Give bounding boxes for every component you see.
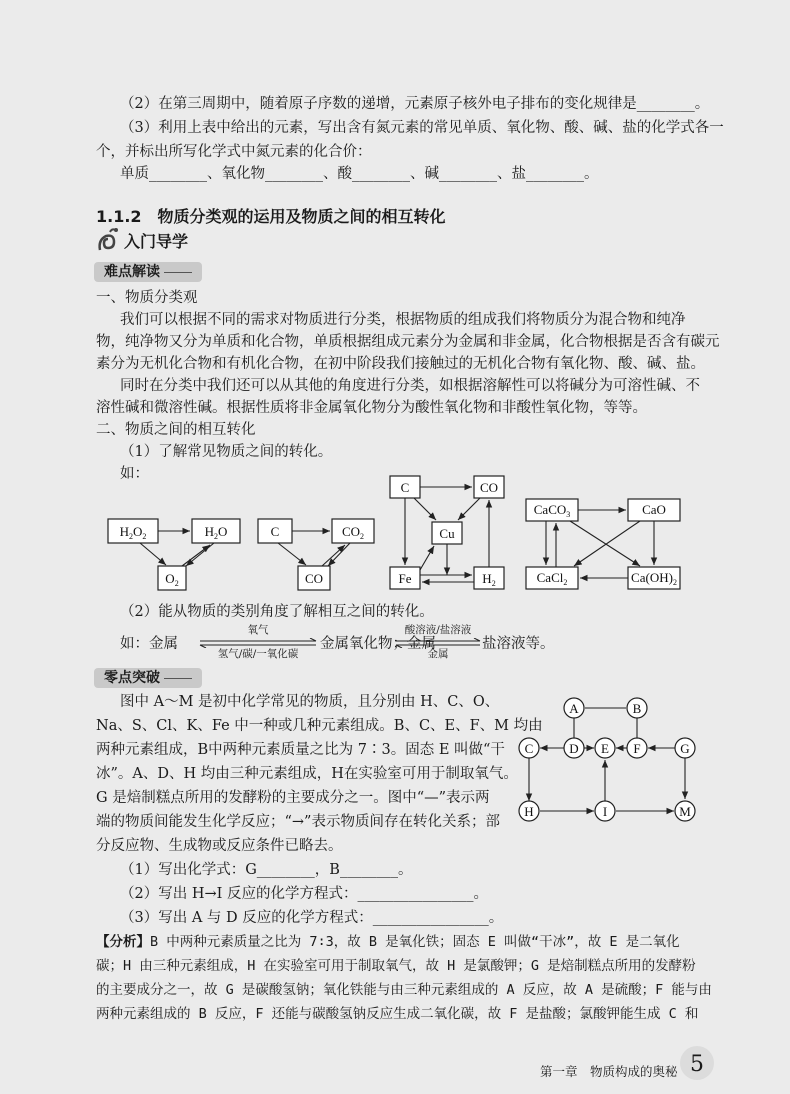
analysis-label: 【分析】 [96, 934, 150, 950]
problem-l3: 两种元素组成，B中两种元素质量之比为 7∶3。固态 E 叫做“干 [96, 742, 505, 758]
question-3-blanks: 单质________、氧化物________、酸________、碱________、盐________。 [120, 166, 599, 182]
question-3-line2: 个，并标出所写化学式中氮元素的化合价： [96, 144, 372, 160]
d4-caoh2: $Ca(OH)_2$ [631, 570, 677, 587]
node-a: A [569, 701, 579, 716]
formula-top1: 氧气 [247, 624, 269, 636]
part1-p1-l1: 我们可以根据不同的需求对物质进行分类，根据物质的组成我们将物质分为混合物和纯净 [120, 312, 686, 328]
d1-o2: $O_2$ [165, 571, 179, 588]
part1-p2-l1: 同时在分类中我们还可以从其他的角度进行分类，如根据溶解性可以将碱分为可溶性碱、不 [120, 378, 700, 394]
analysis-l2: 碳；H 由三种元素组成，H 在实验室可用于制取氧气，故 H 是氯酸钾；G 是焙制糕点所用的发酵粉 [96, 958, 696, 974]
tag-difficulty-label: 难点解读 [104, 264, 160, 280]
problem-l2: Na、S、Cl、K、Fe 中一种或几种元素组成。B、C、E、F、M 均由 [96, 718, 543, 734]
conversion-formula [120, 626, 680, 662]
node-e: E [601, 741, 609, 756]
part2-heading: 二、物质之间的相互转化 [96, 422, 256, 438]
part2-item1: （1）了解常见物质之间的转化。 [120, 444, 333, 460]
part2-ru: 如： [120, 466, 149, 482]
formula-bottom1: 氢气/碳/一氧化碳 [217, 648, 299, 660]
node-d: D [569, 741, 579, 756]
d4-caco3: CaCO$_3$ [533, 502, 571, 519]
d2-c: C [270, 524, 280, 539]
d3-co: CO [479, 480, 499, 495]
analysis-l1 [96, 932, 680, 952]
node-c: C [524, 741, 534, 756]
d3-cu: Cu [439, 526, 455, 541]
node-f: F [633, 741, 641, 756]
node-b: B [632, 701, 642, 716]
problem-l5: G 是焙制糕点所用的发酵粉的主要成分之一。图中“—”表示两 [96, 790, 490, 806]
part1-heading: 一、物质分类观 [96, 290, 198, 306]
node-m: M [679, 804, 691, 819]
d1-h2o2: $H_2O_2$ [119, 524, 147, 541]
footer-chapter: 第一章 物质构成的奥秘 [540, 1064, 678, 1079]
analysis-l3: 的主要成分之一，故 G 是碳酸氢钠；氧化铁能与由三种元素组成的 A 反应，故 A 是硫酸；F 能与由 [96, 982, 712, 998]
formula-bottom2: 金属 [427, 648, 449, 660]
node-h: H [524, 804, 534, 819]
d1-h2o: $H_2O$ [204, 524, 228, 541]
problem-q2: （2）写出 H→I 反应的化学方程式：________________。 [120, 886, 488, 902]
tag-zero-point [94, 668, 202, 688]
question-3-line1: （3）利用上表中给出的元素，写出含有氮元素的常见单质、氧化物、酸、碱、盐的化学式各一 [120, 120, 724, 136]
d4-cao: CaO [642, 502, 666, 517]
part1-p1-l3: 素分为无机化合物和有机化合物，在初中阶段我们接触过的无机化合物有氧化物、酸、碱、盐。 [96, 356, 705, 372]
node-i: I [602, 804, 608, 819]
formula-mid: 金属氧化物；金属 [320, 636, 436, 652]
d4-cacl2: CaCl$_2$ [536, 570, 568, 587]
problem-q1: （1）写出化学式：G________，B________。 [120, 862, 413, 878]
problem-l7: 分反应物、生成物或反应条件已略去。 [96, 838, 343, 854]
part2-item2: （2）能从物质的类别角度了解相互之间的转化。 [120, 604, 434, 620]
d2-co: CO [304, 571, 324, 586]
question-2: （2）在第三周期中，随着原子序数的递增，元素原子核外电子排布的变化规律是________。 [120, 96, 710, 112]
part1-p2-l2: 溶性碱和微溶性碱。根据性质将非金属氧化物分为酸性氧化物和非酸性氧化物，等等。 [96, 400, 647, 416]
formula-end: 盐溶液等。 [482, 636, 555, 652]
node-g: G [680, 741, 690, 756]
d3-h2: $H_2$ [482, 571, 496, 588]
analysis-l1-text: B 中两种元素质量之比为 7∶3，故 B 是氧化铁；固态 E 叫做“干冰”，故 E 是二氧化 [150, 934, 680, 950]
part1-p1-l2: 物，纯净物又分为单质和化合物，单质根据组成元素分为金属和非金属，化合物根据是否含有碳元 [96, 334, 720, 350]
problem-q3: （3）写出 A 与 D 反应的化学方程式：________________。 [120, 910, 504, 926]
analysis-l4: 两种元素组成的 B 反应，F 还能与碳酸氢钠反应生成二氧化碳，故 F 是盐酸；氯酸钾能生成 C 和 [96, 1006, 699, 1022]
problem-diagram [510, 690, 700, 832]
problem-l4: 冰”。A、D、H 均由三种元素组成，H在实验室可用于制取氧气。 [96, 766, 518, 782]
d3-c: C [400, 480, 410, 495]
tag-zero-point-label: 零点突破 [104, 670, 160, 686]
d2-co2: $CO_2$ [341, 524, 365, 541]
section-title: 1.1.2 物质分类观的运用及物质之间的相互转化 [96, 207, 446, 226]
d3-fe: Fe [398, 571, 412, 586]
problem-l6: 端的物质间能发生化学反应；“→”表示物质间存在转化关系；部 [96, 814, 500, 830]
problem-l1: 图中 A～M 是初中化学常见的物质，且分别由 H、C、O、 [120, 694, 500, 710]
page-number: 5 [690, 1052, 704, 1077]
formula-top2: 酸溶液/盐溶液 [404, 624, 472, 636]
formula-ru: 如：金属 [120, 636, 178, 652]
guide-title: 入门导学 [124, 231, 189, 251]
